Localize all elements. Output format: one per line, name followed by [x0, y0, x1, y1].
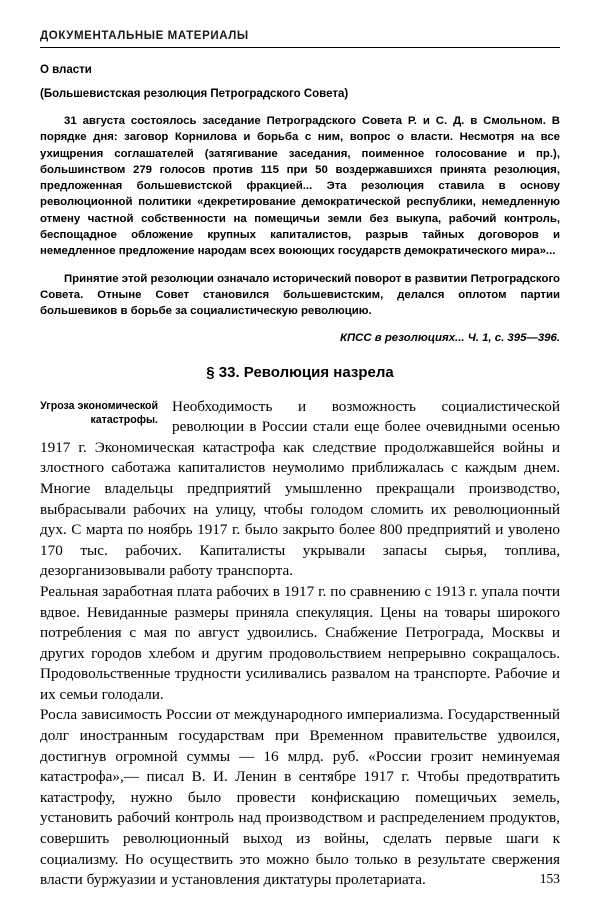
document-paragraph: Принятие этой резолюции означало исторический поворот в развитии Петроградского Совета. Отныне Совет становился большевистским, делался оплотом партии большевиков в борьбе за социалистическую революцию. [40, 272, 560, 318]
section-heading: § 33. Революция назрела [206, 363, 394, 381]
section-paragraph-lead: Необходимость и возможность социалистической революции в России стали еще более очевидными осенью 1917 г. Экономическая катастрофа как следствие продолжавшейся войны и злостного саботажа капиталистов неумолимо приближалась с каждым днем. Многие владельцы предприятий умышленно прекращали производство, выбрасывали рабочих на улицу, чтобы голодом сломить их революционный дух. С марта по ноябрь 1917 г. было закрыто более 800 предприятий и уволено 170 тыс. рабочих. Капиталисты укрывали запасы сырья, топлива, дезорганизовывали работу транспорта. [40, 397, 560, 580]
margin-note: Угроза экономической катастрофы. [40, 399, 158, 427]
document-paragraph: 31 августа состоялось заседание Петроградского Совета Р. и С. Д. в Смольном. В порядке дня: заговор Корнилова и борьба с ним, вопрос о власти. Несмотря на все ухищрения соглашателей (затягивание заседания, поименное голосование и пр.), большинством 279 голосов против 115 при 50 воздержавшихся принята резолюция, предложенная большевистской фракцией... Эта резолюция ставила в основу революционной политики «декретирование демократической республики, немедленную отмену частной собственности на помещичьи земли без выкупа, рабочий контроль, беспощадное обложение крупных капиталистов, разрыв тайных договоров и немедленное предложение народам всех воюющих государств демократического мира»... [40, 115, 560, 258]
page-number: 153 [539, 871, 560, 886]
margin-note-block [40, 397, 560, 582]
page-content [40, 30, 560, 891]
document-source: КПСС в резолюциях... Ч. 1, с. 395—396. [339, 331, 560, 344]
running-head: ДОКУМЕНТАЛЬНЫЕ МАТЕРИАЛЫ [40, 30, 249, 42]
section-paragraph: Реальная заработная плата рабочих в 1917 г. по сравнению с 1913 г. упала почти вдвое. Невиданные размеры приняла спекуляция. Цены на товары широкого потребления с мая по август удвоились. Снабжение Петрограда, Москвы и других городов хлебом и другим продовольствием непрерывно сокращалось. Продовольственные трудности усиливались развалом на транспорте. Рабочие и их семьи голодали. [40, 582, 560, 703]
document-title: О власти [40, 64, 92, 76]
section-paragraph: Росла зависимость России от международного империализма. Государственный долг иностранным государствам при Временном правительстве удвоился, достигнув огромной суммы — 16 млрд. руб. «России грозит неминуемая катастрофа»,— писал В. И. Ленин в сентябре 1917 г. Чтобы предотвратить катастрофу, нужно было провести конфискацию помещичьих земель, установить рабочий контроль над производством и распределением продуктов, совершить революционный выход из войны, сделать первые шаги к социализму. Но осуществить это можно было только в результате свержения власти буржуазии и установления диктатуры пролетариата. [40, 706, 560, 889]
document-subtitle: (Большевистская резолюция Петроградского Совета) [40, 88, 349, 100]
header-rule [40, 47, 560, 48]
